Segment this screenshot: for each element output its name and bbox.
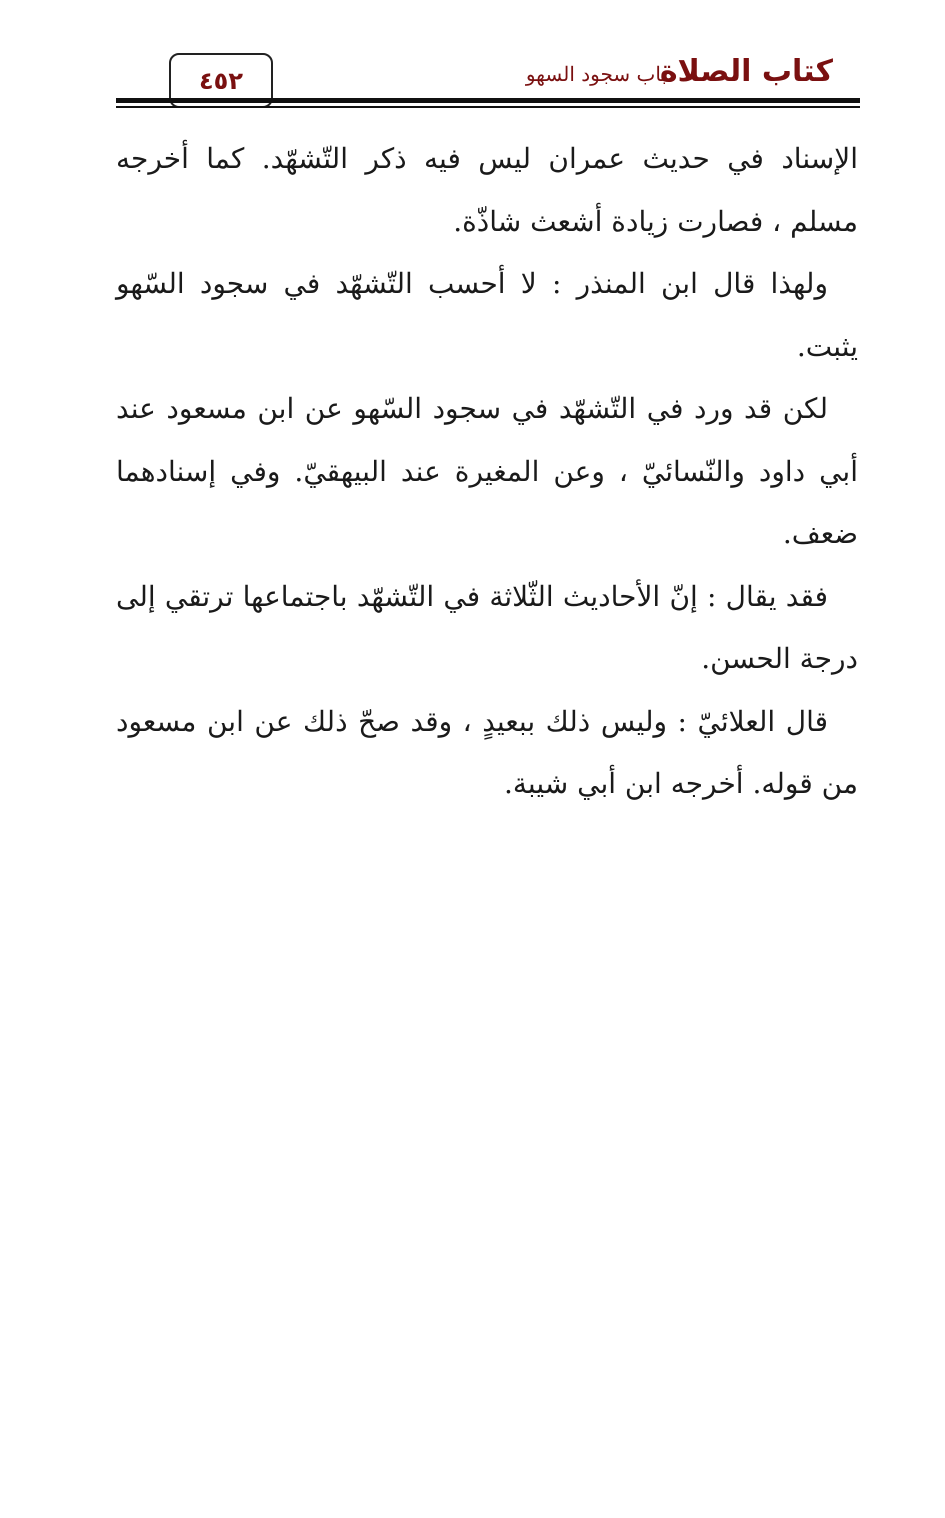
paragraph-5: قال العلائيّ : وليس ذلك ببعيدٍ ، وقد صحّ ذلك عن ابن مسعود من قوله. أخرجه ابن أبي شيبة. (116, 704, 858, 800)
header-rule-thin (116, 106, 860, 108)
book-title: كتاب الصلاة (659, 54, 833, 89)
page-header (0, 0, 945, 112)
header-rule-thick (116, 98, 860, 103)
page-number: ٤٥٢ (199, 66, 243, 95)
paragraph-1: الإسناد في حديث عمران ليس فيه ذكر التّشهّد. كما أخرجه مسلم ، فصارت زيادة أشعث شاذّة. (116, 142, 858, 238)
body-text (116, 128, 858, 816)
paragraph-2: ولهذا قال ابن المنذر : لا أحسب التّشهّد في سجود السّهو يثبت. (116, 267, 858, 363)
paragraph-4: فقد يقال : إنّ الأحاديث الثّلاثة في التّشهّد باجتماعها ترتقي إلى درجة الحسن. (116, 579, 858, 675)
paragraph-3: لكن قد ورد في التّشهّد في سجود السّهو عن ابن مسعود عند أبي داود والنّسائيّ ، وعن المغيرة عند البيهقيّ. وفي إسنادهما ضعف. (116, 392, 858, 550)
chapter-title: باب سجود السهو (525, 62, 667, 86)
